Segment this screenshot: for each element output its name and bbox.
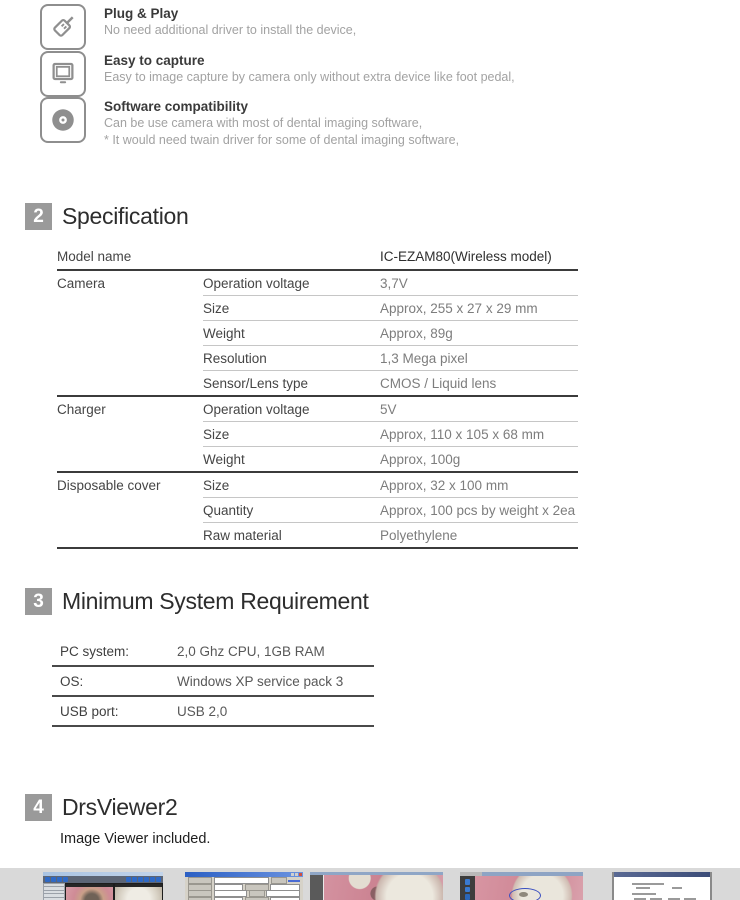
usb-plug-icon <box>40 4 86 50</box>
feature-title: Plug & Play <box>104 6 179 21</box>
form-row <box>188 878 300 883</box>
spec-parameter: Weight <box>203 451 245 467</box>
close-icon <box>299 873 302 876</box>
feature-description-note: * It would need twain driver for some of dental imaging software, <box>104 132 460 147</box>
section-number-badge: 4 <box>25 794 52 821</box>
dental-image-right <box>115 884 162 900</box>
spec-value: CMOS / Liquid lens <box>380 375 497 391</box>
dialog-titlebar <box>185 872 303 877</box>
drawing-tool-panel <box>460 876 475 900</box>
feature-software-compatibility <box>40 97 459 147</box>
thumbnail-captured-photo <box>310 872 443 900</box>
spec-value: Polyethylene <box>380 527 458 543</box>
spec-parameter: Weight <box>203 325 245 341</box>
section-header-system-requirement <box>25 588 369 615</box>
dental-photo-annotated <box>475 876 583 900</box>
spec-value: Approx, 110 x 105 x 68 mm <box>380 426 545 442</box>
spec-value: 1,3 Mega pixel <box>380 350 468 366</box>
spec-parameter: Size <box>203 300 230 316</box>
spec-value: Approx, 100g <box>380 451 461 467</box>
toolbar-buttons-right <box>126 877 161 882</box>
feature-description: Can be use camera with most of dental imaging software, <box>104 116 423 130</box>
section-title: Specification <box>62 203 189 229</box>
section-number-badge: 3 <box>25 588 52 615</box>
spec-row <box>203 522 578 547</box>
feature-easy-to-capture <box>40 51 515 97</box>
sysreq-label: OS: <box>60 673 84 689</box>
spec-model-name-label: Model name <box>57 249 132 264</box>
feature-text <box>104 51 515 97</box>
section-title: Minimum System Requirement <box>62 588 369 614</box>
preview-text-line <box>684 898 696 900</box>
preview-text-line <box>672 887 682 889</box>
spec-group-name: Disposable cover <box>57 478 161 493</box>
spec-value: Approx, 89g <box>380 325 453 341</box>
spec-row <box>203 446 578 471</box>
spec-model-name-value: IC-EZAM80(Wireless model) <box>380 249 552 264</box>
system-requirement-table <box>52 637 374 727</box>
spec-row <box>203 295 578 320</box>
section-header-specification <box>25 203 189 230</box>
spec-row <box>203 345 578 370</box>
feature-text <box>104 97 459 147</box>
spec-row <box>203 473 578 497</box>
spec-group-charger <box>57 397 578 473</box>
form-row <box>188 891 300 896</box>
viewer-body <box>43 883 163 900</box>
patient-list-panel <box>43 883 65 900</box>
spec-group-disposable-cover <box>57 473 578 549</box>
photo-body <box>310 875 443 900</box>
spec-value: 3,7V <box>380 275 408 291</box>
section-header-drsviewer2 <box>25 794 177 821</box>
feature-title: Software compatibility <box>104 99 249 114</box>
feature-description: Easy to image capture by camera only without extra device like foot pedal, <box>104 70 515 84</box>
spec-row <box>203 497 578 522</box>
spec-parameter: Raw material <box>203 527 282 543</box>
feature-title: Easy to capture <box>104 53 205 68</box>
sysreq-value: USB 2,0 <box>177 703 228 719</box>
toolbar-buttons-left <box>45 877 68 882</box>
spec-parameter: Size <box>203 477 230 493</box>
feature-description: No need additional driver to install the device, <box>104 23 357 37</box>
cd-disc-icon <box>40 97 86 143</box>
spec-parameter: Size <box>203 426 230 442</box>
preview-text-line <box>636 887 650 889</box>
spec-table-body <box>57 271 578 549</box>
screenshot-strip <box>0 868 740 900</box>
shape-tool-icon <box>465 887 471 893</box>
form-row <box>188 885 300 890</box>
section-title: DrsViewer2 <box>62 794 178 820</box>
spec-parameter: Resolution <box>203 350 267 366</box>
annotation-body <box>460 876 583 900</box>
spec-value: Approx, 255 x 27 x 29 mm <box>380 300 538 316</box>
spec-group-name: Camera <box>57 276 106 291</box>
preview-text-line <box>632 893 656 895</box>
pen-tool-icon <box>465 879 471 885</box>
spec-table-header-row <box>57 246 578 271</box>
annotation-ellipse <box>509 888 541 900</box>
sysreq-value: Windows XP service pack 3 <box>177 673 344 689</box>
preview-text-line <box>632 883 664 885</box>
specification-table <box>57 246 578 549</box>
preview-text-line <box>668 898 680 900</box>
spec-parameter: Quantity <box>203 502 254 518</box>
spec-group-name: Charger <box>57 402 106 417</box>
spec-value: 5V <box>380 401 397 417</box>
spec-parameter: Operation voltage <box>203 401 310 417</box>
spec-row <box>203 271 578 295</box>
thumbnail-print-preview <box>612 872 712 900</box>
viewer-subtitle: Image Viewer included. <box>60 831 211 847</box>
spec-value: Approx, 32 x 100 mm <box>380 477 509 493</box>
viewer-toolbar <box>43 876 163 883</box>
sysreq-row <box>52 697 374 727</box>
spec-value: Approx, 100 pcs by weight x 2ea <box>380 502 576 518</box>
minimize-icon <box>291 873 294 876</box>
spec-group-camera <box>57 271 578 397</box>
spec-parameter: Sensor/Lens type <box>203 375 309 391</box>
thumbnail-patient-manager-dialog <box>185 872 303 900</box>
spec-parameter: Operation voltage <box>203 275 310 291</box>
maximize-icon <box>295 873 298 876</box>
feature-text <box>104 4 356 50</box>
thumbnail-annotation-view <box>460 872 583 900</box>
sysreq-label: USB port: <box>60 703 119 719</box>
sysreq-label: PC system: <box>60 643 130 659</box>
thumbnail-viewer-main-window <box>43 872 163 900</box>
sysreq-value: 2,0 Ghz CPU, 1GB RAM <box>177 643 325 659</box>
spec-row <box>203 370 578 395</box>
spec-row <box>203 320 578 345</box>
spec-row <box>203 421 578 446</box>
feature-plug-and-play <box>40 4 356 50</box>
dental-photo <box>323 875 443 900</box>
sysreq-row <box>52 637 374 667</box>
preview-text-line <box>650 898 662 900</box>
window-titlebar <box>614 872 710 877</box>
section-number-badge: 2 <box>25 203 52 230</box>
spec-row <box>203 397 578 421</box>
side-panel <box>310 875 323 900</box>
monitor-icon <box>40 51 86 97</box>
save-tool-icon <box>465 894 471 900</box>
preview-text-line <box>634 898 646 900</box>
sysreq-row <box>52 667 374 697</box>
dental-image-left <box>66 884 113 900</box>
